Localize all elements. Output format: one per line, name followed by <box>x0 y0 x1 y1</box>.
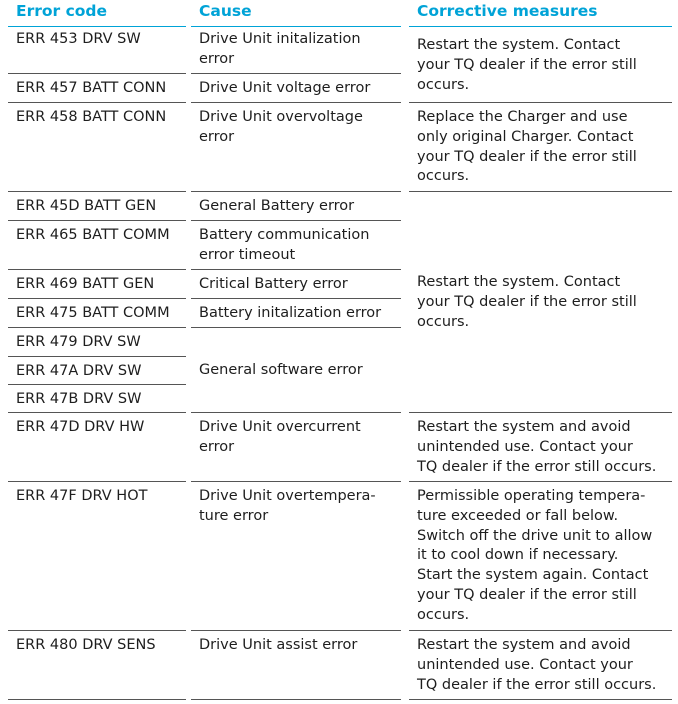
cause-cell: Battery communication error timeout <box>191 221 401 270</box>
error-code-cell: ERR 465 BATT COMM <box>8 221 186 270</box>
cause-cell: Drive Unit overcurrent error <box>191 413 401 482</box>
cause-cell: Battery initalization error <box>191 299 401 328</box>
error-code-cell: ERR 458 BATT CONN <box>8 103 186 192</box>
cause-cell: Drive Unit initalization error <box>191 26 401 74</box>
measure-cell: Replace the Charger and use only original Charger. Contact your TQ dealer if the error still occurs. <box>409 103 672 192</box>
header-error-code-label: Error code <box>16 2 108 20</box>
error-code-cell: ERR 45D BATT GEN <box>8 192 186 221</box>
cause-cell: Drive Unit overtempera- ture error <box>191 482 401 631</box>
header-cause-label: Cause <box>199 2 252 20</box>
cause-cell: General Battery error <box>191 192 401 221</box>
measure-cell: Permissible operating tempera- ture exceeded or fall below. Switch off the drive unit to allow it to cool down if necessary. Start the system again. Contact your TQ dealer if the error still occurs. <box>409 482 672 631</box>
cause-cell: General software error <box>191 328 401 413</box>
error-code-cell: ERR 457 BATT CONN <box>8 74 186 103</box>
error-code-cell: ERR 479 DRV SW <box>8 328 186 357</box>
measure-cell: Restart the system and avoid unintended use. Contact your TQ dealer if the error still occurs. <box>409 413 672 482</box>
header-measures-label: Corrective measures <box>417 2 598 20</box>
error-code-cell: ERR 475 BATT COMM <box>8 299 186 328</box>
error-code-cell: ERR 47A DRV SW <box>8 357 186 385</box>
error-code-cell: ERR 480 DRV SENS <box>8 631 186 700</box>
measure-cell: Restart the system. Contact your TQ dealer if the error still occurs. <box>409 26 672 103</box>
error-code-cell: ERR 47B DRV SW <box>8 385 186 413</box>
header-cause <box>191 0 401 27</box>
cause-cell: Critical Battery error <box>191 270 401 299</box>
error-code-cell: ERR 47D DRV HW <box>8 413 186 482</box>
error-code-cell: ERR 469 BATT GEN <box>8 270 186 299</box>
cause-cell: Drive Unit assist error <box>191 631 401 700</box>
cause-cell: Drive Unit overvoltage error <box>191 103 401 192</box>
cause-cell: Drive Unit voltage error <box>191 74 401 103</box>
header-error-code <box>8 0 186 27</box>
measure-cell: Restart the system and avoid unintended use. Contact your TQ dealer if the error still occurs. <box>409 631 672 700</box>
measure-cell: Restart the system. Contact your TQ dealer if the error still occurs. <box>409 192 672 413</box>
error-code-cell: ERR 453 DRV SW <box>8 26 186 74</box>
header-corrective-measures <box>409 0 672 27</box>
error-code-cell: ERR 47F DRV HOT <box>8 482 186 631</box>
